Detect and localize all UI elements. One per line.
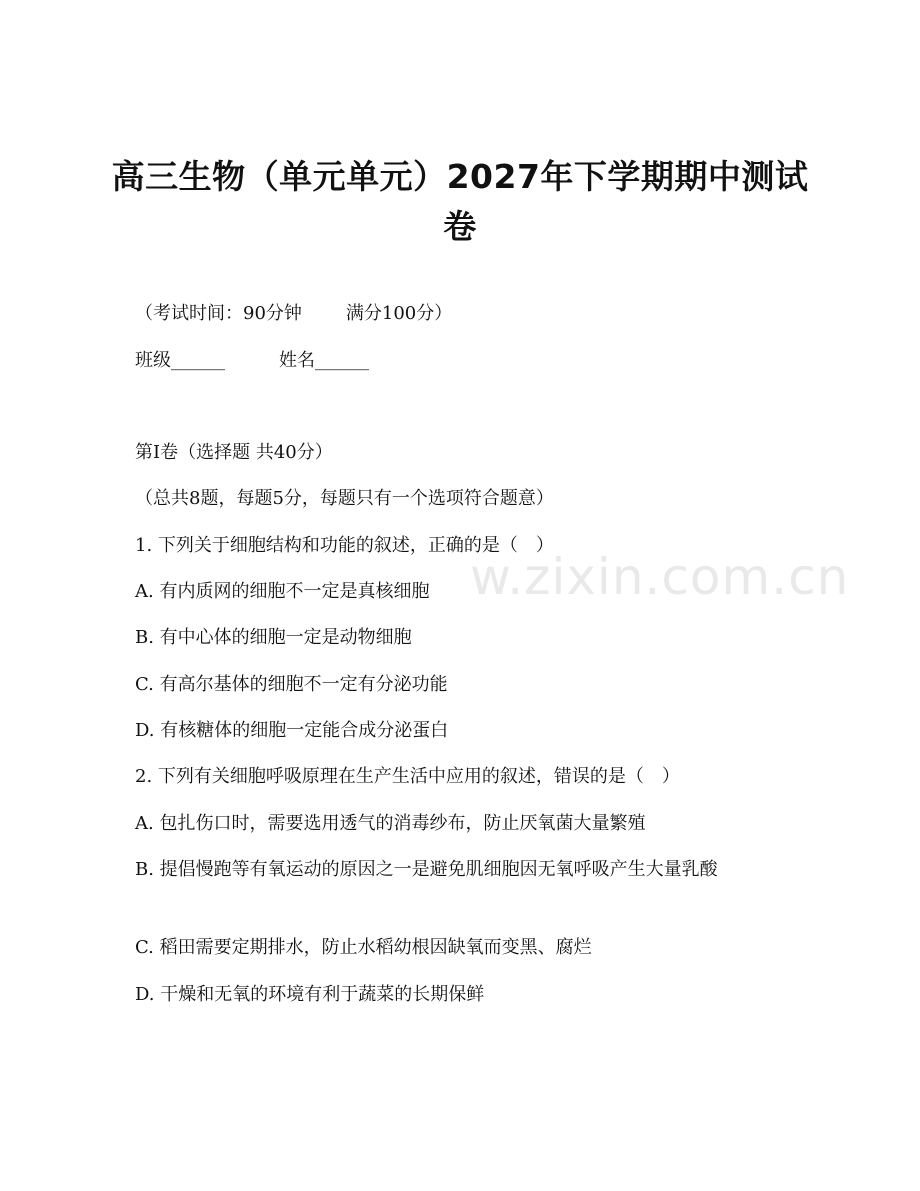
section-heading: 第I卷（选择题 共40分）: [135, 442, 333, 463]
question-2-option-b: B. 提倡慢跑等有氧运动的原因之一是避免肌细胞因无氧呼吸产生大量乳酸: [135, 859, 718, 880]
name-field: 姓名______: [279, 350, 369, 371]
class-field: 班级______: [135, 350, 225, 371]
question-1-option-c: C. 有高尔基体的细胞不一定有分泌功能: [135, 674, 448, 695]
exam-full-score: 满分100分）: [345, 303, 453, 324]
watermark: w.zixin.com.cn: [470, 548, 850, 606]
question-2-option-d: D. 干燥和无氧的环境有利于蔬菜的长期保鲜: [135, 984, 485, 1005]
page-title: 高三生物（单元单元）2027年下学期期中测试卷: [111, 157, 809, 246]
exam-info: [135, 302, 452, 326]
section-instructions: （总共8题，每题5分，每题只有一个选项符合题意）: [135, 488, 554, 509]
question-2-option-c: C. 稻田需要定期排水，防止水稻幼根因缺氧而变黑、腐烂: [135, 937, 592, 958]
student-info: [135, 349, 369, 373]
question-1-option-a: A. 有内质网的细胞不一定是真核细胞: [135, 581, 430, 602]
question-2-stem: 2. 下列有关细胞呼吸原理在生产生活中应用的叙述，错误的是（ ）: [135, 766, 680, 787]
question-1-stem: 1. 下列关于细胞结构和功能的叙述，正确的是（ ）: [135, 535, 554, 556]
exam-time: （考试时间：90分钟: [135, 303, 302, 324]
question-2-option-a: A. 包扎伤口时，需要选用透气的消毒纱布，防止厌氧菌大量繁殖: [135, 813, 646, 834]
question-1-option-b: B. 有中心体的细胞一定是动物细胞: [135, 627, 412, 648]
question-1-option-d: D. 有核糖体的细胞一定能合成分泌蛋白: [135, 720, 449, 741]
